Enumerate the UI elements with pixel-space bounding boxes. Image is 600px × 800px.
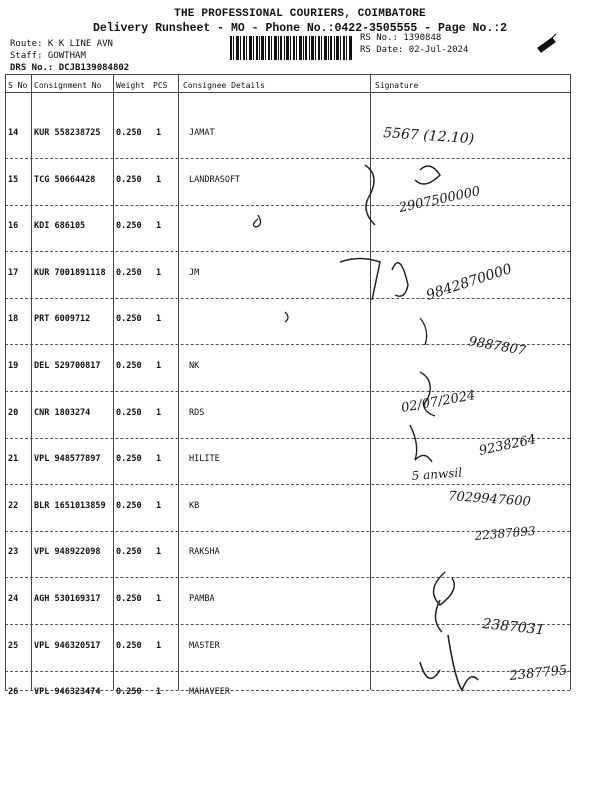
signature-23: 22387893 xyxy=(474,523,537,543)
cell-consignment-no: VPL 948577897 xyxy=(34,454,101,464)
cell-pcs: 1 xyxy=(156,641,162,651)
row-separator xyxy=(5,531,570,532)
col-header-pcs: PCS xyxy=(153,81,168,90)
cell-consignee-details: JM xyxy=(189,268,200,278)
table-row xyxy=(6,268,566,280)
cell-weight: 0.250 xyxy=(116,547,142,557)
cell-consignment-no: DEL 529700817 xyxy=(34,361,101,371)
row-separator xyxy=(5,577,570,578)
cell-consignee-details: MASTER xyxy=(189,641,220,651)
cell-weight: 0.250 xyxy=(116,361,142,371)
cell-weight: 0.250 xyxy=(116,501,142,511)
cell-weight: 0.250 xyxy=(116,314,142,324)
row-separator xyxy=(5,158,570,159)
cell-sno: 21 xyxy=(8,454,19,464)
header-bottom-border xyxy=(5,92,570,93)
table-row xyxy=(6,687,566,699)
cell-weight: 0.250 xyxy=(116,687,142,697)
cell-consignment-no: BLR 1651013859 xyxy=(34,501,106,511)
table-header xyxy=(6,78,571,92)
runsheet-subtitle: Delivery Runsheet - MO - Phone No.:0422-3505555 - Page No.:2 xyxy=(92,22,508,35)
row-separator xyxy=(5,298,570,299)
cell-pcs: 1 xyxy=(156,501,162,511)
cell-sno: 23 xyxy=(8,547,19,557)
cell-pcs: 1 xyxy=(156,547,162,557)
row-separator xyxy=(5,251,570,252)
cell-pcs: 1 xyxy=(156,408,162,418)
cell-consignee-details: KB xyxy=(189,501,200,511)
signature-22b: 7029947600 xyxy=(447,489,532,510)
cell-consignment-no: VPL 946323474 xyxy=(34,687,101,697)
signature-21: 9238264 xyxy=(477,432,538,459)
cell-sno: 15 xyxy=(8,175,19,185)
cell-pcs: 1 xyxy=(156,268,162,278)
row-separator xyxy=(5,391,570,392)
col-header-weight: Weight xyxy=(116,81,145,90)
cell-sno: 19 xyxy=(8,361,19,371)
table-row xyxy=(6,221,566,233)
cell-weight: 0.250 xyxy=(116,175,142,185)
table-row xyxy=(6,594,566,606)
cell-consignee-details: HILITE xyxy=(189,454,220,464)
cell-sno: 26 xyxy=(8,687,19,697)
cell-weight: 0.250 xyxy=(116,128,142,138)
cell-weight: 0.250 xyxy=(116,641,142,651)
cell-consignee-details: LANDRASOFT xyxy=(189,175,241,185)
staff-label: Staff: GOWTHAM xyxy=(10,51,86,61)
cell-consignment-no: TCG 50664428 xyxy=(34,175,96,185)
cell-sno: 24 xyxy=(8,594,19,604)
table-top-border xyxy=(5,74,570,75)
cell-pcs: 1 xyxy=(156,314,162,324)
row-separator xyxy=(5,205,570,206)
signature-14: 5567 (12.10) xyxy=(382,125,475,148)
cell-consignment-no: KDI 686105 xyxy=(34,221,86,231)
col-divider xyxy=(570,74,571,690)
col-header-sno: S No xyxy=(8,81,28,90)
cell-weight: 0.250 xyxy=(116,594,142,604)
signature-25: 2387031 xyxy=(481,616,546,639)
row-separator xyxy=(5,671,570,672)
cell-pcs: 1 xyxy=(156,594,162,604)
cell-weight: 0.250 xyxy=(116,221,142,231)
rs-number: RS No.: 1390848 xyxy=(360,33,442,43)
row-separator xyxy=(5,344,570,345)
barcode xyxy=(230,36,352,60)
signature-19: 9887807 xyxy=(467,334,527,359)
row-separator xyxy=(5,438,570,439)
cell-consignee-details: RAKSHA xyxy=(189,547,220,557)
pen-mark-icon xyxy=(538,34,556,52)
signature-26: 2387795 xyxy=(508,663,569,684)
cell-pcs: 1 xyxy=(156,175,162,185)
signature-scribble-15 xyxy=(365,165,440,225)
col-header-consignee: Consignee Details xyxy=(183,81,265,90)
cell-sno: 18 xyxy=(8,314,19,324)
cell-weight: 0.250 xyxy=(116,408,142,418)
cell-consignment-no: VPL 946320517 xyxy=(34,641,101,651)
cell-sno: 20 xyxy=(8,408,19,418)
cell-sno: 17 xyxy=(8,268,19,278)
cell-consignment-no: AGH 530169317 xyxy=(34,594,101,604)
row-separator xyxy=(5,484,570,485)
rs-date: RS Date: 02-Jul-2024 xyxy=(360,45,469,55)
drs-number: DRS No.: DCJB139084802 xyxy=(10,63,130,73)
table-row xyxy=(6,501,566,513)
table-row xyxy=(6,314,566,326)
signature-20: 02/07/2024 xyxy=(400,388,477,416)
cell-consignment-no: KUR 7001891118 xyxy=(34,268,106,278)
signature-22a: 5 anwsil xyxy=(411,465,463,483)
cell-pcs: 1 xyxy=(156,687,162,697)
cell-consignee-details: NK xyxy=(189,361,200,371)
cell-sno: 16 xyxy=(8,221,19,231)
table-row xyxy=(6,547,566,559)
cell-consignment-no: KUR 558238725 xyxy=(34,128,101,138)
cell-sno: 25 xyxy=(8,641,19,651)
cell-pcs: 1 xyxy=(156,454,162,464)
col-header-consignment: Consignment No xyxy=(34,81,102,90)
cell-consignment-no: VPL 948922098 xyxy=(34,547,101,557)
table-row xyxy=(6,361,566,373)
cell-weight: 0.250 xyxy=(116,454,142,464)
cell-consignee-details: JAMAT xyxy=(189,128,215,138)
cell-consignment-no: CNR 1803274 xyxy=(34,408,91,418)
cell-weight: 0.250 xyxy=(116,268,142,278)
company-title: THE PROFESSIONAL COURIERS, COIMBATORE xyxy=(174,8,426,20)
cell-consignment-no: PRT 6009712 xyxy=(34,314,91,324)
cell-consignee-details: MAHAVEER xyxy=(189,687,230,697)
row-separator xyxy=(5,624,570,625)
table-row xyxy=(6,454,566,466)
cell-pcs: 1 xyxy=(156,221,162,231)
signature-17: 9842870000 xyxy=(424,261,514,304)
table-row xyxy=(6,128,566,140)
cell-consignee-details: RDS xyxy=(189,408,205,418)
signature-16: 2907500000 xyxy=(397,184,482,216)
table-row xyxy=(6,175,566,187)
cell-sno: 14 xyxy=(8,128,19,138)
cell-sno: 22 xyxy=(8,501,19,511)
cell-pcs: 1 xyxy=(156,361,162,371)
cell-consignee-details: PAMBA xyxy=(189,594,215,604)
cell-pcs: 1 xyxy=(156,128,162,138)
table-row xyxy=(6,408,566,420)
route-label: Route: K K LINE AVN xyxy=(10,39,113,49)
table-row xyxy=(6,641,566,653)
col-header-signature: Signature xyxy=(375,81,419,90)
